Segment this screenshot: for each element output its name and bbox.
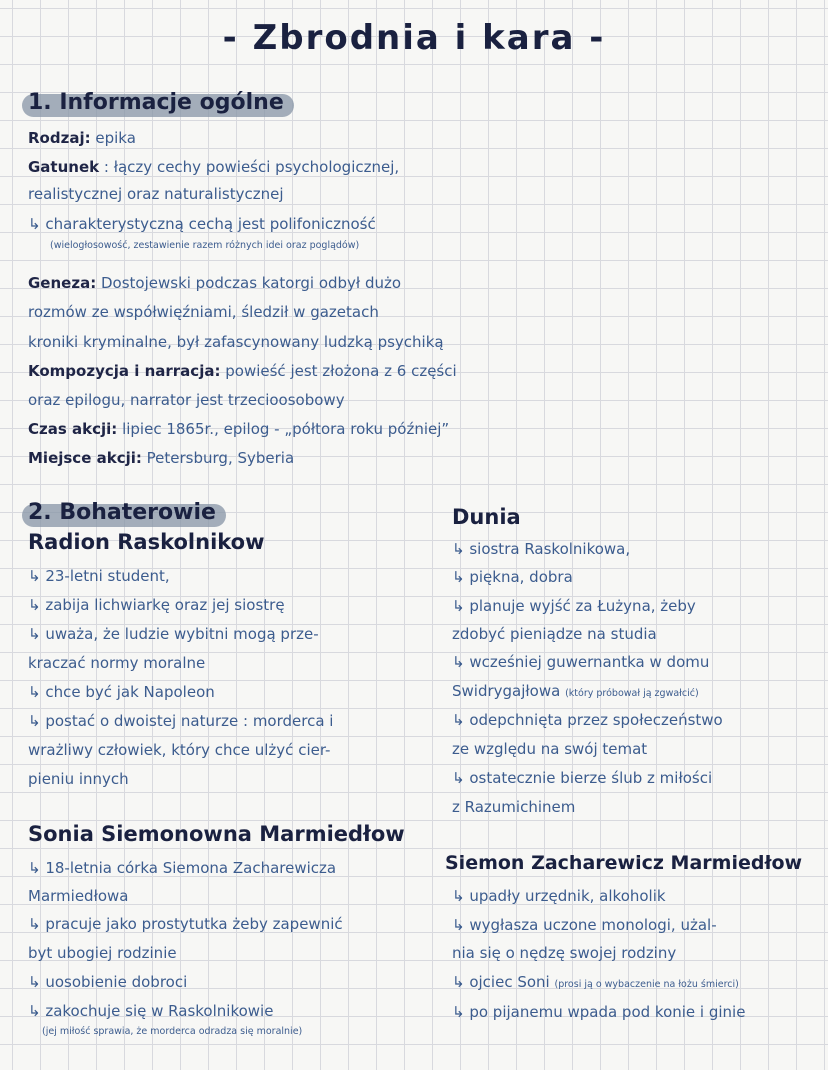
gatunek-label: Gatunek [28, 158, 100, 176]
sonia-line: ↳ 18-letnia córka Siemona Zacharewicza [28, 859, 337, 877]
dunia-line: ↳ siostra Raskolnikowa, [452, 540, 631, 558]
page-title: - Zbrodnia i kara - [222, 18, 606, 58]
section-heading-characters [28, 500, 216, 525]
section-heading-text: 2. Bohaterowie [28, 500, 216, 525]
raskolnikow-line: ↳ chce być jak Napoleon [28, 683, 215, 701]
raskolnikow-line: wrażliwy człowiek, który chce ulżyć cier- [28, 741, 331, 759]
raskolnikow-line: pieniu innych [28, 770, 129, 788]
raskolnikow-line: kraczać normy moralne [28, 654, 206, 672]
czas-row [28, 419, 449, 439]
kompozycja-row [28, 361, 457, 381]
siemon-line: ↳ po pijanemu wpada pod konie i ginie [452, 1003, 746, 1021]
dunia-line: z Razumichinem [452, 798, 576, 816]
siemon-line: ↳ ojciec Soni [452, 973, 550, 991]
kompozycja-value-2: oraz epilogu, narrator jest trzecioosobowy [28, 391, 345, 409]
raskolnikow-line: ↳ uważa, że ludzie wybitni mogą prze- [28, 625, 319, 643]
siemon-line: ↳ upadły urzędnik, alkoholik [452, 887, 666, 905]
gatunek-small-note: (wielogłosowość, zestawienie razem różnych idei oraz poglądów) [50, 240, 360, 251]
siemon-line: ↳ wygłasza uczone monologi, użal- [452, 916, 717, 934]
miejsce-label: Miejsce akcji: [28, 449, 142, 467]
character-name-sonia: Sonia Siemonowna Marmiedłow [28, 822, 405, 846]
raskolnikow-line: ↳ 23-letni student, [28, 567, 170, 585]
kompozycja-label: Kompozycja i narracja: [28, 362, 221, 380]
sonia-line: ↳ uosobienie dobroci [28, 973, 188, 991]
geneza-value: Dostojewski podczas katorgi odbył dużo [100, 274, 402, 292]
sonia-line: Marmiedłowa [28, 887, 129, 905]
rodzaj-value: epika [95, 129, 136, 147]
character-name-dunia: Dunia [452, 505, 521, 529]
siemon-line: nia się o nędzę swojej rodziny [452, 944, 677, 962]
dunia-line: ↳ ostatecznie bierze ślub z miłości [452, 769, 713, 787]
geneza-label: Geneza: [28, 274, 97, 292]
czas-label: Czas akcji: [28, 420, 118, 438]
czas-value: lipiec 1865r., epilog - „półtora roku później” [122, 420, 450, 438]
kompozycja-value: powieść jest złożona z 6 części [225, 362, 457, 380]
miejsce-row [28, 448, 294, 468]
dunia-line: ↳ odepchnięta przez społeczeństwo [452, 711, 723, 729]
section-heading-general [28, 90, 284, 115]
character-name-siemon: Siemon Zacharewicz Marmiedłow [445, 852, 803, 874]
rodzaj-label: Rodzaj: [28, 129, 91, 147]
miejsce-value: Petersburg, Syberia [146, 449, 295, 467]
dunia-line: ↳ planuje wyjść za Łużyna, żeby [452, 597, 696, 615]
gatunek-value-2: realistycznej oraz naturalistycznej [28, 185, 284, 203]
raskolnikow-line: ↳ postać o dwoistej naturze : morderca i [28, 712, 334, 730]
dunia-svid-row [452, 681, 699, 704]
gatunek-row [28, 157, 399, 177]
dunia-line: ze względu na swój temat [452, 740, 648, 758]
sonia-line: ↳ zakochuje się w Raskolnikowie [28, 1002, 274, 1020]
dunia-line: ↳ wcześniej guwernantka w domu [452, 653, 710, 671]
sonia-small-note: (jej miłość sprawia, że morderca odradza się moralnie) [42, 1026, 303, 1037]
gatunek-value: : łączy cechy powieści psychologicznej, [103, 158, 400, 176]
siemon-soni-note: (prosi ją o wybaczenie na łożu śmierci) [554, 979, 739, 990]
sonia-line: byt ubogiej rodzinie [28, 944, 177, 962]
geneza-row [28, 273, 401, 293]
dunia-svid-note: (który próbował ją zgwałcić) [565, 688, 699, 699]
character-name-raskolnikow: Radion Raskolnikow [28, 530, 265, 554]
gatunek-note: ↳ charakterystyczną cechą jest polifoniczność [28, 215, 376, 233]
siemon-soni-row [452, 972, 739, 995]
raskolnikow-line: ↳ zabija lichwiarkę oraz jej siostrę [28, 596, 285, 614]
geneza-value-3: kroniki kryminalne, był zafascynowany ludzką psychiką [28, 333, 444, 351]
dunia-svid: Swidrygajłowa [452, 682, 561, 700]
sonia-line: ↳ pracuje jako prostytutka żeby zapewnić [28, 915, 343, 933]
section-heading-text: 1. Informacje ogólne [28, 90, 284, 115]
dunia-line: zdobyć pieniądze na studia [452, 625, 657, 643]
rodzaj-row [28, 128, 136, 148]
dunia-line: ↳ piękna, dobra [452, 568, 573, 586]
geneza-value-2: rozmów ze współwięźniami, śledził w gazetach [28, 303, 379, 321]
